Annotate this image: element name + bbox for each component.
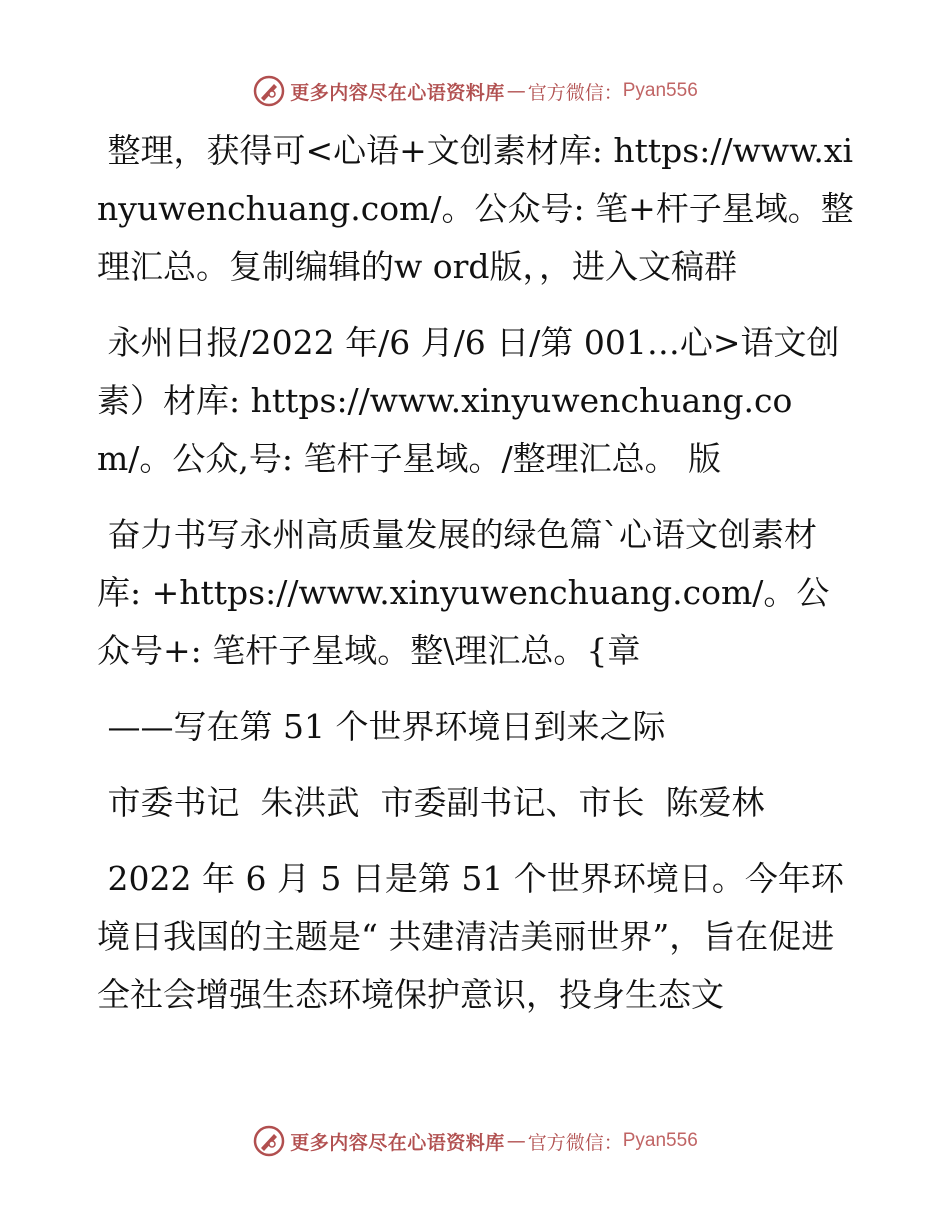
watermark-wechat-label: 官方微信： (527, 81, 623, 104)
paragraph: ——写在第 51 个世界环境日到来之际 (97, 707, 666, 746)
watermark-wechat-id: Pyan556 (622, 80, 698, 101)
header-watermark (0, 74, 950, 108)
watermark-wechat-id: Pyan556 (622, 1130, 698, 1151)
paragraph: 整理，获得可<心语+文创素材库: https://www.xinyuwenchuang.com/。公众号: 笔+杆子星域。整理汇总。复制编辑的w ord版，，进入文稿群 (97, 131, 854, 286)
watermark-wechat-label: 官方微信： (527, 1131, 623, 1154)
document-body (97, 122, 857, 1024)
paragraph: 永州日报/2022 年/6 月/6 日/第 001…心>语文创素）材库: https://www.xinyuwenchuang.com/。公众,号: 笔杆子星域。/整理汇总。 版 (97, 323, 840, 478)
watermark-separator: — (506, 1130, 526, 1152)
paragraph: 奋力书写永州高质量发展的绿色篇`心语文创素材库: +https://www.xinyuwenchuang.com/。公众号+: 笔杆子星域。整\理汇总。{章 (97, 515, 830, 670)
watermark-site-text: 更多内容尽在心语资料库 (290, 1131, 505, 1154)
watermark-site-text: 更多内容尽在心语资料库 (290, 81, 505, 104)
footer-watermark (0, 1124, 950, 1158)
watermark-separator: — (506, 80, 526, 102)
paragraph: 市委书记 朱洪武 市委副书记、市长 陈爱林 (97, 783, 765, 822)
paragraph: 2022 年 6 月 5 日是第 51 个世界环境日。今年环境日我国的主题是“ 共建清洁美丽世界”，旨在促进全社会增强生态环境保护意识，投身生态文 (97, 859, 844, 1014)
pen-logo-icon (252, 1124, 286, 1158)
pen-logo-icon (252, 74, 286, 108)
